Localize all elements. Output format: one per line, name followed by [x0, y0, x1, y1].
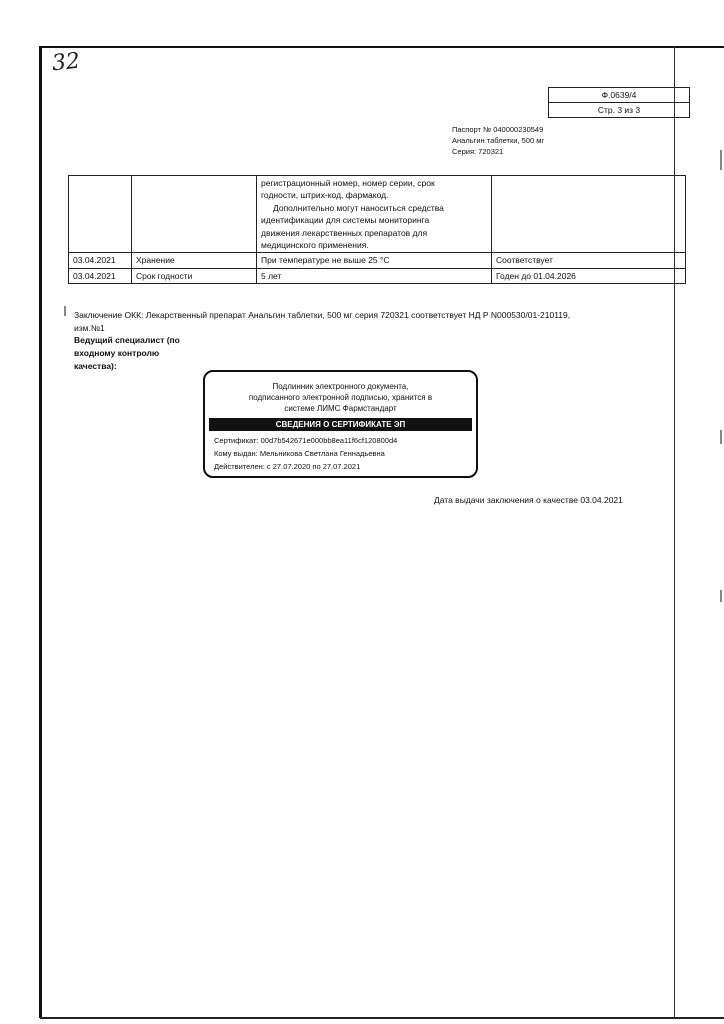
scan-mark — [64, 306, 66, 316]
page-label: Стр. 3 из 3 — [549, 102, 689, 117]
indicator-cell: Срок годности — [132, 268, 257, 283]
stamp-header-line: подписанного электронной подписью, хранится в — [248, 393, 433, 402]
date-cell: 03.04.2021 — [69, 268, 132, 283]
passport-product: Анальгин таблетки, 500 мг — [452, 136, 545, 145]
stamp-header — [205, 381, 476, 414]
table-row — [69, 176, 686, 253]
passport-info — [452, 124, 544, 157]
cont-line: годности, штрих-код, фармакод. — [261, 190, 389, 201]
page-border-top — [40, 46, 724, 48]
form-code-box — [548, 87, 690, 118]
quality-table — [68, 175, 686, 284]
issue-date: Дата выдачи заключения о качестве 03.04.2021 — [434, 495, 623, 505]
cont-line: идентификации для системы мониторинга — [261, 215, 430, 226]
certificate-validity: Действителен: с 27.07.2020 по 27.07.2021 — [214, 462, 361, 471]
passport-number: Паспорт № 040000230549 — [452, 125, 544, 134]
table-row — [69, 268, 686, 283]
result-cell: Соответствует — [492, 253, 686, 268]
requirement-cell: При температуре не выше 25 °С — [257, 253, 492, 268]
passport-series: Серия: 720321 — [452, 147, 504, 156]
certificate-info-bar: СВЕДЕНИЯ О СЕРТИФИКАТЕ ЭП — [209, 418, 472, 431]
page-border-bottom — [40, 1017, 724, 1019]
scan-mark — [720, 590, 722, 602]
conclusion-text: Заключение ОКК: Лекарственный препарат Анальгин таблетки, 500 мг серия 720321 соответствует НД Р N000530/01-210119, изм.№1 — [74, 310, 571, 333]
cont-line: медицинского применения. — [261, 240, 369, 251]
table-row — [69, 253, 686, 268]
certificate-owner: Кому выдан: Мельникова Светлана Геннадьевна — [214, 449, 385, 458]
specialist-label: Ведущий специалист (по входному контролю качества): — [74, 335, 180, 371]
certificate-number: Сертификат: 00d7b542671e000bb8ea11f6cf120800d4 — [214, 436, 398, 445]
requirement-cell: 5 лет — [257, 268, 492, 283]
date-cell: 03.04.2021 — [69, 253, 132, 268]
handwritten-page-number: 32 — [50, 48, 82, 77]
scan-mark — [720, 430, 722, 444]
requirement-cell — [257, 176, 492, 253]
indicator-cell: Хранение — [132, 253, 257, 268]
e-signature-stamp — [203, 370, 478, 478]
stamp-header-line: системе ЛИМС Фармстандарт — [284, 404, 397, 413]
cont-line: регистрационный номер, номер серии, срок — [261, 178, 435, 188]
result-cell: Годен до 01.04.2026 — [492, 268, 686, 283]
form-code: Ф.0639/4 — [601, 90, 637, 100]
cont-line: Дополнительно могут наноситься средства — [273, 202, 444, 213]
page-border-left — [39, 46, 42, 1018]
scan-mark — [720, 150, 722, 170]
cont-line: движения лекарственных препаратов для — [261, 227, 428, 238]
stamp-header-line: Подлинник электронного документа, — [272, 382, 409, 391]
